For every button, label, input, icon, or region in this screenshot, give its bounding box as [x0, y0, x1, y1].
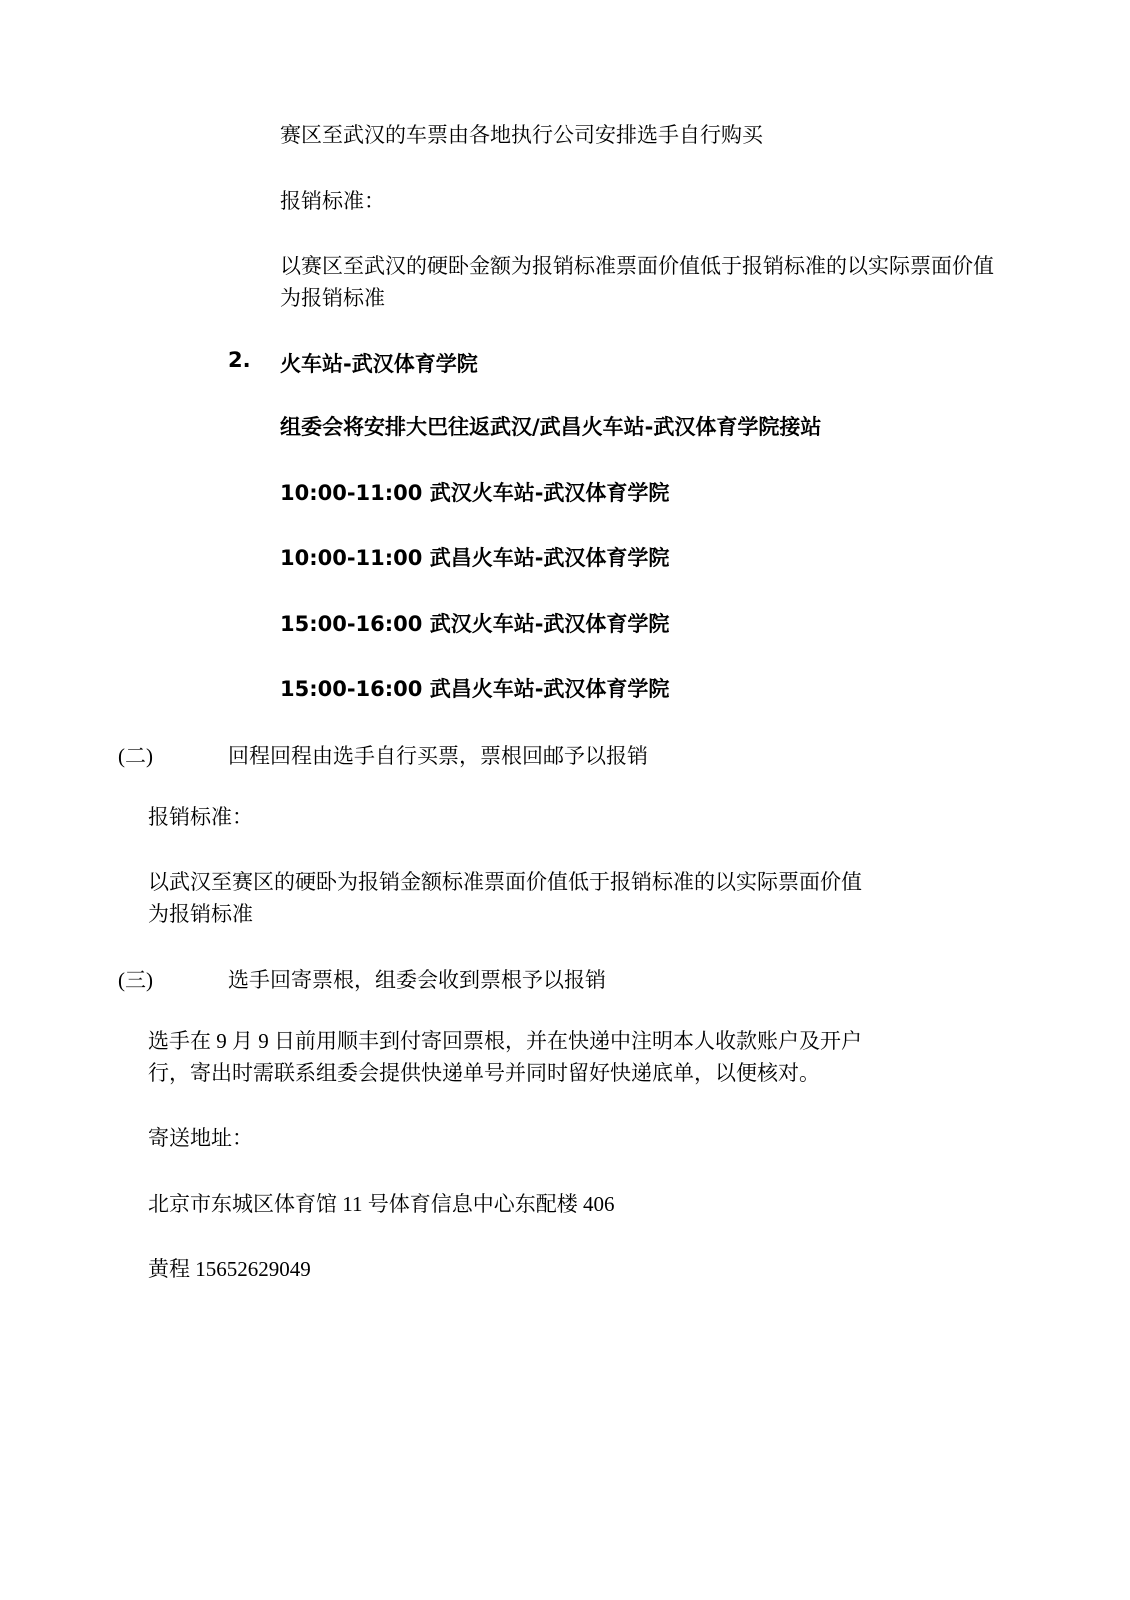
shuttle-schedule-line-1: 10:00-11:00 武汉火车站-武汉体育学院: [280, 480, 670, 505]
mailing-address: 北京市东城区体育馆 11 号体育信息中心东配楼 406: [148, 1191, 615, 1216]
list-item-2: [228, 348, 1012, 378]
list-item-2-number: 2.: [228, 348, 251, 372]
return-reimbursement-text: 以武汉至赛区的硬卧为报销金额标准票面价值低于报销标准的以实际票面价值为报销标准: [148, 870, 862, 926]
stub-instructions: 选手在 9 月 9 日前用顺丰到付寄回票根，并在快递中注明本人收款账户及开户行，寄出时需联系组委会提供快递单号并同时留好快递底单，以便核对。: [148, 1029, 862, 1085]
contact-info: 黄程 15652629049: [148, 1257, 311, 1281]
section-return-heading: [118, 740, 1012, 770]
shuttle-schedule-line-3: 15:00-16:00 武汉火车站-武汉体育学院: [280, 611, 670, 636]
section-stub-heading: [118, 964, 1012, 994]
section-stub-title: 选手回寄票根，组委会收到票根予以报销: [228, 968, 606, 992]
section-return-marker: (二): [118, 743, 153, 768]
shuttle-schedule-line-2: 10:00-11:00 武昌火车站-武汉体育学院: [280, 546, 670, 570]
outbound-reimbursement-label: 报销标准：: [280, 188, 385, 213]
return-reimbursement-label: 报销标准：: [148, 804, 253, 829]
shuttle-note: 组委会将安排大巴往返武汉/武昌火车站-武汉体育学院接站: [280, 415, 822, 439]
ticket-purchase-note: 赛区至武汉的车票由各地执行公司安排选手自行购买: [280, 123, 763, 147]
shuttle-schedule-line-4: 15:00-16:00 武昌火车站-武汉体育学院: [280, 677, 670, 701]
outbound-reimbursement-text: 以赛区至武汉的硬卧金额为报销标准票面价值低于报销标准的以实际票面价值为报销标准: [280, 254, 994, 310]
section-return-title: 回程回程由选手自行买票，票根回邮予以报销: [228, 743, 648, 768]
section-stub-marker: (三): [118, 968, 153, 992]
address-label: 寄送地址：: [148, 1126, 253, 1150]
list-item-2-title: 火车站-武汉体育学院: [280, 352, 478, 376]
